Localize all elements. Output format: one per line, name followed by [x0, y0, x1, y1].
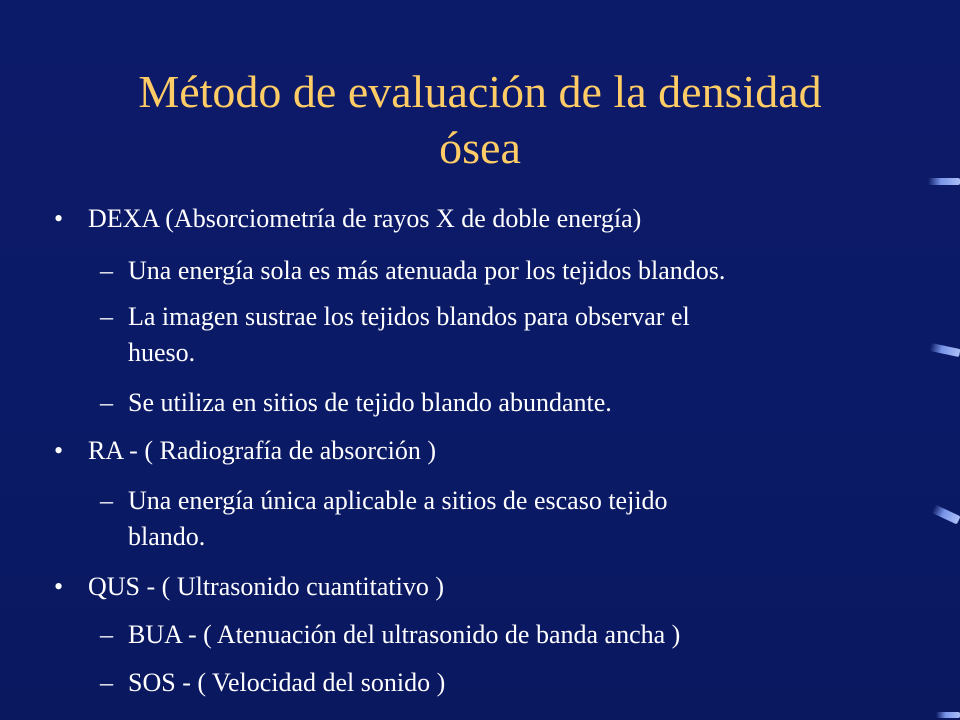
decor-streak [928, 178, 960, 185]
dash-icon: – [100, 388, 113, 417]
sub-item-dexa-2-cont: hueso. [128, 338, 196, 367]
sub-item-dexa-2: La imagen sustrae los tejidos blandos para observar el [128, 302, 690, 331]
bullet-item-dexa: DEXA (Absorciometría de rayos X de doble energía) [88, 204, 642, 233]
title-line-2: ósea [439, 122, 521, 173]
bullet-icon: • [54, 572, 64, 601]
bullet-item-qus: QUS - ( Ultrasonido cuantitativo ) [88, 572, 444, 601]
sub-item-ra-1: Una energía única aplicable a sitios de escaso tejido [128, 486, 668, 515]
sub-item-dexa-1: Una energía sola es más atenuada por los tejidos blandos. [128, 256, 726, 285]
bullet-icon: • [54, 204, 64, 233]
sub-item-dexa-3: Se utiliza en sitios de tejido blando abundante. [128, 388, 612, 417]
bullet-icon: • [54, 436, 64, 465]
dash-icon: – [100, 302, 113, 331]
sub-item-qus-1: BUA - ( Atenuación del ultrasonido de banda ancha ) [128, 620, 681, 649]
sub-item-qus-2: SOS - ( Velocidad del sonido ) [128, 668, 446, 697]
dash-icon: – [100, 486, 113, 515]
bullet-item-ra: RA - ( Radiografía de absorción ) [88, 436, 437, 465]
decor-streak [936, 712, 960, 718]
dash-icon: – [100, 668, 113, 697]
dash-icon: – [100, 256, 113, 285]
sub-item-ra-1-cont: blando. [128, 522, 206, 551]
title-line-1: Método de evaluación de la densidad [138, 66, 822, 117]
dash-icon: – [100, 620, 113, 649]
